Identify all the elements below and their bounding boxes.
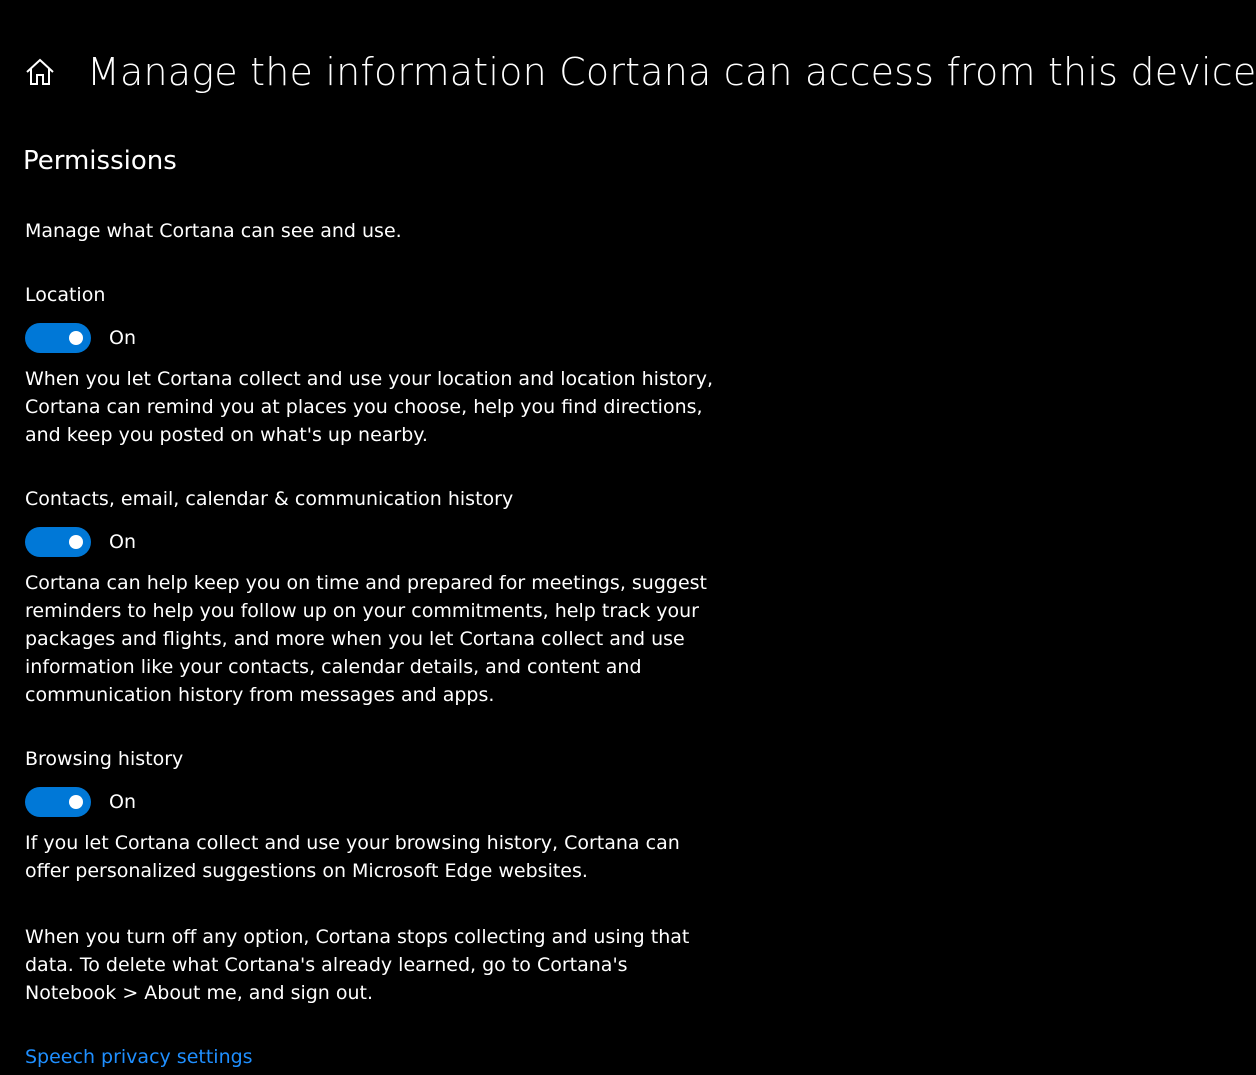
location-toggle-state: On: [109, 327, 136, 349]
location-toggle-row: [25, 323, 136, 353]
footer-note: When you turn off any option, Cortana stops collecting and using that data. To delete what Cortana's already learned, go to Cortana's Notebook > About me, and sign out.: [25, 926, 690, 1004]
speech-privacy-settings-link[interactable]: Speech privacy settings: [25, 1046, 253, 1068]
section-title-permissions: Permissions: [23, 146, 177, 176]
browsing-history-toggle[interactable]: [25, 787, 91, 817]
contacts-toggle[interactable]: [25, 527, 91, 557]
location-description: When you let Cortana collect and use your location and location history, Cortana can remind you at places you choose, help you find directions, and keep you posted on what's up nearby.: [25, 368, 714, 446]
contacts-toggle-row: [25, 527, 136, 557]
contacts-label: Contacts, email, calendar & communication history: [25, 488, 514, 510]
home-icon[interactable]: [24, 56, 56, 88]
toggle-knob: [69, 331, 83, 345]
browsing-history-label: Browsing history: [25, 748, 184, 770]
toggle-knob: [69, 795, 83, 809]
contacts-toggle-state: On: [109, 531, 136, 553]
toggle-knob: [69, 535, 83, 549]
browsing-history-description: If you let Cortana collect and use your browsing history, Cortana can offer personalized suggestions on Microsoft Edge websites.: [25, 832, 680, 882]
contacts-description: Cortana can help keep you on time and prepared for meetings, suggest reminders to help you follow up on your commitments, help track your packages and flights, and more when you let Cortana collect and use information like your contacts, calendar details, and content and communication history from messages and apps.: [25, 572, 708, 706]
page-header: [24, 44, 1256, 100]
page-title: Manage the information Cortana can access from this device: [87, 50, 1256, 94]
location-toggle[interactable]: [25, 323, 91, 353]
intro-text: Manage what Cortana can see and use.: [25, 220, 402, 242]
browsing-history-toggle-state: On: [109, 791, 136, 813]
location-label: Location: [25, 284, 106, 306]
browsing-history-toggle-row: [25, 787, 136, 817]
